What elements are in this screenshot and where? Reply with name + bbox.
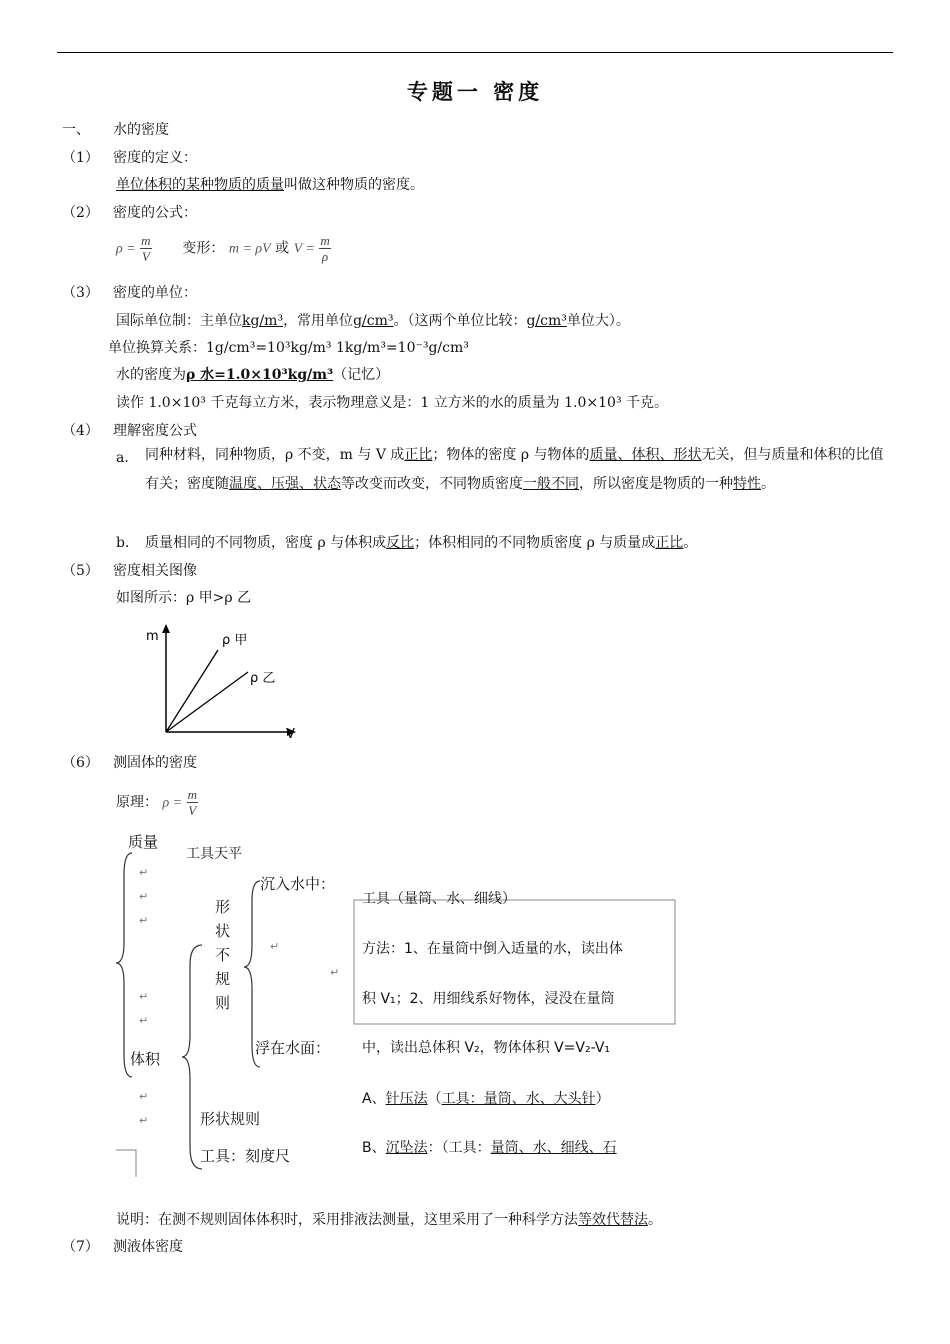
- item-heading: 密度相关图像: [113, 563, 197, 579]
- item-heading: 理解密度公式: [113, 423, 197, 439]
- graph-caption: 如图所示：ρ 甲>ρ 乙: [116, 590, 252, 606]
- float-label: 浮在水面：: [255, 1039, 331, 1057]
- float-method-a: A、针压法（工具：量筒、水、大头针）: [362, 1091, 610, 1107]
- y-label: m: [146, 629, 159, 644]
- principle: 原理： ρ = $\frac{m}{V}$: [116, 787, 197, 818]
- section-number: 一、: [62, 122, 90, 138]
- x-label: V: [286, 727, 295, 742]
- main-brace: [116, 853, 132, 1077]
- list-marker: b．: [116, 535, 139, 551]
- para-mark: ↵: [139, 990, 149, 1003]
- para-mark: ↵: [270, 940, 280, 953]
- item-number: （4）: [62, 423, 99, 439]
- item-heading: 密度的定义：: [113, 150, 197, 166]
- paragraph-b: 质量相同的不同物质，密度 ρ 与体积成反比；体积相同的不同物质密度 ρ 与质量成正比。: [145, 535, 698, 551]
- line-yi: [166, 672, 248, 732]
- reading-text: 读作 1.0×10³ 千克每立方米，表示物理意义是：1 立方米的水的质量为 1.0×10³ 千克。: [116, 395, 669, 411]
- float-method-b: B、沉坠法：（工具：量筒、水、细线、石: [362, 1140, 617, 1156]
- mass-tool: 工具天平: [186, 846, 242, 862]
- mass-label: 质量: [128, 833, 159, 851]
- item-number: （6）: [62, 755, 99, 771]
- item-heading: 密度的公式：: [113, 205, 197, 221]
- item-number: （3）: [62, 285, 99, 301]
- item-heading: 密度的单位：: [113, 285, 197, 301]
- para-mark: ↵: [139, 1114, 149, 1127]
- note-text: 说明：在测不规则固体体积时，采用排液法测量，这里采用了一种科学方法等效代替法。: [116, 1212, 662, 1228]
- box-line-1: 工具（量筒、水、细线）: [362, 891, 516, 907]
- para-mark: ↵: [139, 1090, 149, 1103]
- para-mark: ↵: [330, 966, 340, 979]
- item-heading: 测固体的密度: [113, 755, 197, 771]
- sink-label: 沉入水中：: [260, 875, 336, 893]
- y-arrow: [162, 624, 170, 633]
- regular-tool: 工具：刻度尺: [200, 1147, 291, 1165]
- page-title: 专题一 密度: [406, 79, 544, 104]
- item-number: （2）: [62, 205, 99, 221]
- box-line-2: 方法：1、在量筒中倒入适量的水，读出体: [362, 941, 623, 957]
- line-jia: [166, 650, 218, 732]
- line-jia-label: ρ 甲: [222, 633, 248, 648]
- para-mark: ↵: [139, 890, 149, 903]
- item-number: （5）: [62, 563, 99, 579]
- box-line-4: 中，读出总体积 V₂，物体体积 V=V₂-V₁: [362, 1040, 611, 1056]
- line-yi-label: ρ 乙: [250, 671, 276, 686]
- regular-label: 形状规则: [200, 1110, 261, 1128]
- list-marker: a．: [116, 450, 139, 466]
- section-heading: 水的密度: [113, 122, 169, 138]
- box-line-3: 积 V₁；2、用细线系好物体，浸没在量筒: [362, 991, 615, 1007]
- item-heading: 测液体密度: [113, 1239, 183, 1255]
- density-formula: ρ = $\frac{m}{V}$ 变形： m = ρV 或 V = $\frac{m}{\rho}$: [116, 233, 330, 264]
- volume-brace: [182, 945, 202, 1169]
- para-mark: ↵: [139, 1014, 149, 1027]
- paragraph-a: 同种材料，同种物质，ρ 不变，m 与 V 成正比；物体的密度 ρ 与物体的质量、体积、形状无关，但与质量和体积的比值有关；密度随温度、压强、状态等改变而改变，不同物质密度一般不同，所以密度是物质的一种特性。: [145, 447, 884, 492]
- water-density: 水的密度为ρ 水=1.0×10³kg/m³（记忆）: [116, 367, 390, 383]
- si-units: 国际单位制：主单位kg/m³，常用单位g/cm³。（这两个单位比较：g/cm³单位大）。: [116, 313, 630, 329]
- volume-label: 体积: [130, 1050, 161, 1068]
- irregular-label: 形 状 不 规 则: [215, 898, 231, 1012]
- unit-conversion: 单位换算关系：1g/cm³=10³kg/m³ 1kg/m³=10⁻³g/cm³: [108, 340, 469, 356]
- item-number: （7）: [62, 1239, 99, 1255]
- density-graph: [140, 620, 310, 745]
- corner-mark: [116, 1150, 136, 1177]
- para-mark: ↵: [139, 866, 149, 879]
- para-mark: ↵: [139, 914, 149, 927]
- definition-text: 单位体积的某种物质的质量叫做这种物质的密度。: [116, 177, 424, 193]
- item-number: （1）: [62, 150, 99, 166]
- header-rule: [57, 52, 893, 53]
